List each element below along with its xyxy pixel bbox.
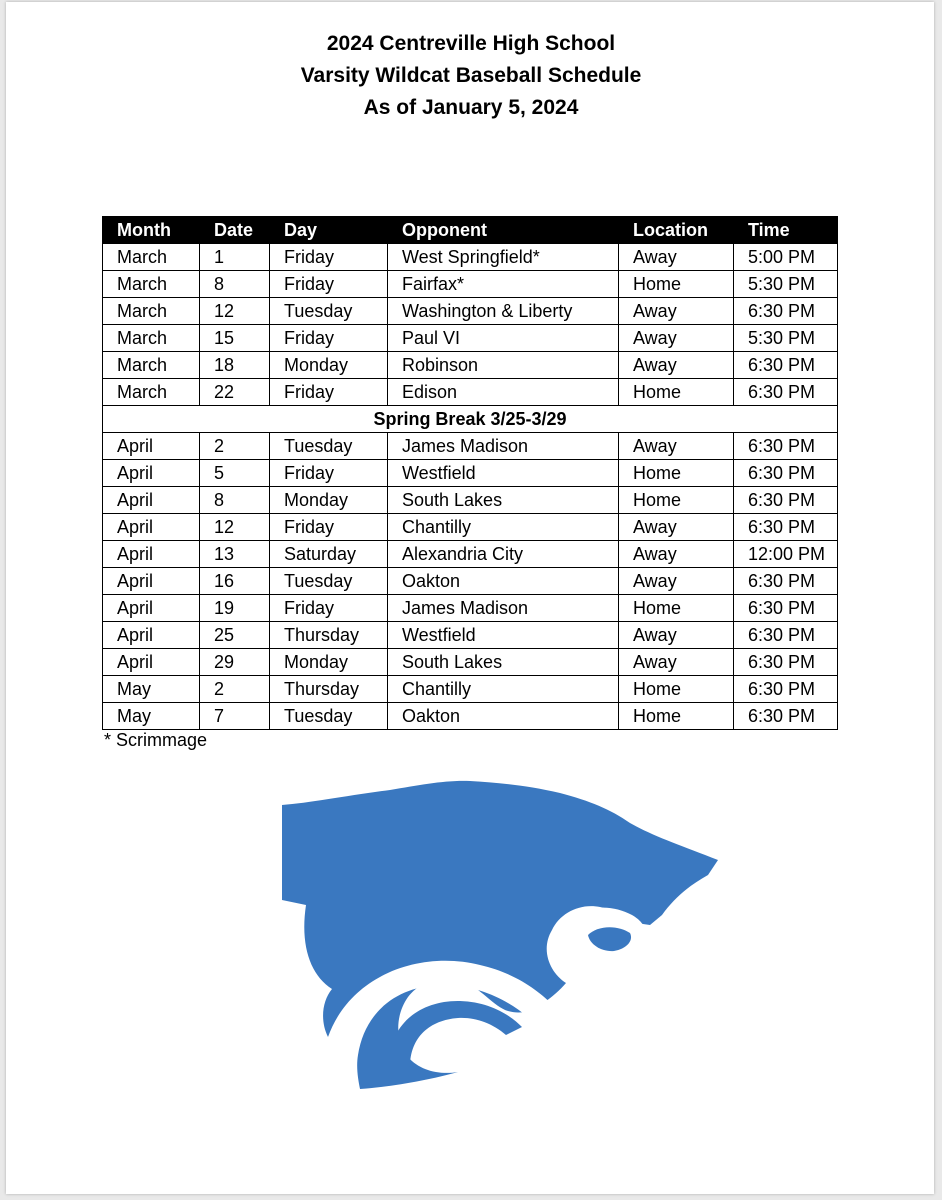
cell-time: 6:30 PM xyxy=(734,649,838,676)
cell-opponent: Oakton xyxy=(388,568,619,595)
table-row xyxy=(103,568,838,595)
table-row xyxy=(103,703,838,730)
cell-day: Tuesday xyxy=(270,433,388,460)
cell-day: Monday xyxy=(270,487,388,514)
table-row xyxy=(103,271,838,298)
cell-date: 29 xyxy=(200,649,270,676)
cell-day: Tuesday xyxy=(270,568,388,595)
cell-day: Monday xyxy=(270,649,388,676)
table-row xyxy=(103,244,838,271)
table-row xyxy=(103,595,838,622)
header-location: Location xyxy=(619,217,734,244)
cell-date: 19 xyxy=(200,595,270,622)
cell-location: Home xyxy=(619,676,734,703)
cell-opponent: Chantilly xyxy=(388,676,619,703)
cell-date: 8 xyxy=(200,271,270,298)
table-row xyxy=(103,622,838,649)
cell-time: 6:30 PM xyxy=(734,703,838,730)
cell-opponent: West Springfield* xyxy=(388,244,619,271)
cell-location: Home xyxy=(619,460,734,487)
cell-month: May xyxy=(103,676,200,703)
cell-date: 13 xyxy=(200,541,270,568)
cell-location: Home xyxy=(619,487,734,514)
cell-month: March xyxy=(103,271,200,298)
cell-day: Thursday xyxy=(270,622,388,649)
cell-location: Away xyxy=(619,541,734,568)
cell-location: Away xyxy=(619,514,734,541)
cell-opponent: Oakton xyxy=(388,703,619,730)
scrimmage-footnote: * Scrimmage xyxy=(104,730,208,750)
cell-location: Away xyxy=(619,352,734,379)
cell-time: 5:30 PM xyxy=(734,271,838,298)
cell-time: 6:30 PM xyxy=(734,568,838,595)
spring-break-label: Spring Break 3/25-3/29 xyxy=(103,406,838,433)
schedule-body xyxy=(103,244,838,730)
cell-opponent: Alexandria City xyxy=(388,541,619,568)
header-month: Month xyxy=(103,217,200,244)
cell-opponent: James Madison xyxy=(388,595,619,622)
cell-month: April xyxy=(103,460,200,487)
title-line-date: As of January 5, 2024 xyxy=(363,96,579,119)
cell-time: 6:30 PM xyxy=(734,676,838,703)
title-line-schedule: Varsity Wildcat Baseball Schedule xyxy=(300,64,642,87)
cell-day: Saturday xyxy=(270,541,388,568)
cell-date: 8 xyxy=(200,487,270,514)
cell-opponent: Westfield xyxy=(388,622,619,649)
cell-date: 7 xyxy=(200,703,270,730)
cell-time: 6:30 PM xyxy=(734,514,838,541)
cell-time: 6:30 PM xyxy=(734,352,838,379)
wildcat-logo-icon xyxy=(270,775,720,1095)
header-date: Date xyxy=(200,217,270,244)
cell-location: Away xyxy=(619,568,734,595)
cell-month: April xyxy=(103,568,200,595)
cell-date: 5 xyxy=(200,460,270,487)
cell-opponent: South Lakes xyxy=(388,649,619,676)
cell-month: April xyxy=(103,487,200,514)
table-row xyxy=(103,676,838,703)
cell-time: 6:30 PM xyxy=(734,595,838,622)
cell-opponent: Washington & Liberty xyxy=(388,298,619,325)
table-row xyxy=(103,325,838,352)
cell-month: March xyxy=(103,298,200,325)
cell-date: 15 xyxy=(200,325,270,352)
header-day: Day xyxy=(270,217,388,244)
cell-location: Away xyxy=(619,649,734,676)
cell-date: 25 xyxy=(200,622,270,649)
wildcat-head-shape xyxy=(282,781,718,1089)
cell-time: 5:30 PM xyxy=(734,325,838,352)
header-opponent: Opponent xyxy=(388,217,619,244)
cell-day: Monday xyxy=(270,352,388,379)
schedule-table xyxy=(102,216,838,730)
cell-date: 16 xyxy=(200,568,270,595)
table-row xyxy=(103,379,838,406)
title-line-school: 2024 Centreville High School xyxy=(326,32,616,55)
cell-opponent: Paul VI xyxy=(388,325,619,352)
cell-month: April xyxy=(103,433,200,460)
cell-month: March xyxy=(103,352,200,379)
cell-location: Home xyxy=(619,271,734,298)
cell-location: Away xyxy=(619,622,734,649)
cell-month: March xyxy=(103,325,200,352)
wildcat-inner-curve xyxy=(390,1001,522,1067)
table-row xyxy=(103,460,838,487)
cell-day: Friday xyxy=(270,325,388,352)
cell-date: 22 xyxy=(200,379,270,406)
table-row xyxy=(103,541,838,568)
cell-time: 5:00 PM xyxy=(734,244,838,271)
table-header-row xyxy=(103,217,838,244)
cell-opponent: South Lakes xyxy=(388,487,619,514)
cell-month: April xyxy=(103,622,200,649)
cell-day: Friday xyxy=(270,379,388,406)
cell-day: Friday xyxy=(270,271,388,298)
cell-day: Tuesday xyxy=(270,298,388,325)
cell-day: Thursday xyxy=(270,676,388,703)
cell-time: 6:30 PM xyxy=(734,433,838,460)
cell-day: Friday xyxy=(270,244,388,271)
cell-day: Friday xyxy=(270,460,388,487)
cell-day: Tuesday xyxy=(270,703,388,730)
cell-date: 1 xyxy=(200,244,270,271)
cell-day: Friday xyxy=(270,595,388,622)
table-row xyxy=(103,433,838,460)
cell-month: April xyxy=(103,541,200,568)
table-row xyxy=(103,298,838,325)
cell-month: April xyxy=(103,514,200,541)
table-row xyxy=(103,487,838,514)
cell-time: 6:30 PM xyxy=(734,379,838,406)
cell-date: 12 xyxy=(200,298,270,325)
cell-month: March xyxy=(103,379,200,406)
spring-break-row xyxy=(103,406,838,433)
table-row xyxy=(103,352,838,379)
cell-location: Home xyxy=(619,595,734,622)
cell-date: 12 xyxy=(200,514,270,541)
cell-location: Away xyxy=(619,244,734,271)
cell-location: Home xyxy=(619,379,734,406)
table-row xyxy=(103,649,838,676)
cell-opponent: Westfield xyxy=(388,460,619,487)
cell-location: Home xyxy=(619,703,734,730)
cell-month: April xyxy=(103,595,200,622)
cell-time: 6:30 PM xyxy=(734,298,838,325)
cell-date: 2 xyxy=(200,676,270,703)
cell-opponent: Robinson xyxy=(388,352,619,379)
cell-opponent: Fairfax* xyxy=(388,271,619,298)
cell-date: 2 xyxy=(200,433,270,460)
cell-location: Away xyxy=(619,433,734,460)
cell-opponent: Chantilly xyxy=(388,514,619,541)
cell-time: 6:30 PM xyxy=(734,460,838,487)
header-time: Time xyxy=(734,217,838,244)
cell-day: Friday xyxy=(270,514,388,541)
table-row xyxy=(103,514,838,541)
cell-location: Away xyxy=(619,298,734,325)
cell-time: 6:30 PM xyxy=(734,622,838,649)
cell-time: 12:00 PM xyxy=(734,541,838,568)
cell-opponent: Edison xyxy=(388,379,619,406)
cell-opponent: James Madison xyxy=(388,433,619,460)
cell-location: Away xyxy=(619,325,734,352)
cell-month: April xyxy=(103,649,200,676)
cell-time: 6:30 PM xyxy=(734,487,838,514)
cell-date: 18 xyxy=(200,352,270,379)
schedule-title xyxy=(0,28,942,124)
cell-month: March xyxy=(103,244,200,271)
cell-month: May xyxy=(103,703,200,730)
